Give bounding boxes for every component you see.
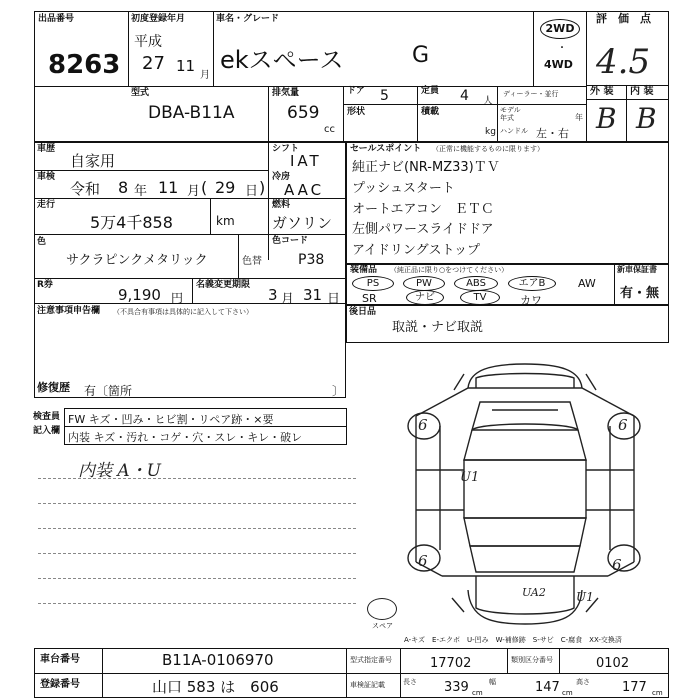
class-number: 0102 [596, 656, 630, 671]
equip-aw: AW [578, 277, 596, 290]
sales-point: 純正ナビ(NR-MZ33)ＴＶ [352, 160, 500, 175]
equip-pw: PW [403, 276, 445, 291]
yen-unit: 円 [171, 291, 184, 305]
width-unit: cm [562, 689, 573, 697]
handle-label: ハンドル [500, 127, 528, 135]
damage-mark: 6 [418, 416, 428, 434]
sales-point: アイドリングストップ [352, 243, 481, 258]
equipment-sub: （純正品に限り○をつけてください） [390, 266, 509, 274]
car-name: ekスペース [220, 46, 344, 74]
warranty-label: 新車保証書 [617, 265, 657, 274]
tax-month-unit: 月 [281, 292, 295, 307]
dimensions-label: 車検証記載 [350, 681, 385, 689]
inspection-month-unit: 月 [187, 184, 201, 199]
inspector-row-1: FW キズ・凹み・ヒビ割・リペア跡・×要 [68, 413, 274, 426]
damage-mark: U1 [576, 590, 594, 604]
repair-close: 〕 [332, 384, 345, 398]
drive-2wd: 2WD [540, 19, 580, 39]
inspection-day: 29 [215, 178, 236, 197]
damage-mark: 6 [612, 556, 622, 574]
spare-label: スペア [372, 622, 393, 630]
recycle-label: R券 [37, 280, 53, 290]
repair-label: 修復歴 [37, 381, 70, 394]
sales-point: 左側パワースライドドア [352, 222, 494, 237]
exterior-label: 外 装 [590, 86, 614, 97]
kg-unit: kg [485, 127, 496, 137]
sales-point: オートエアコン ＥＴＣ [352, 202, 494, 217]
shift-label: シフト [272, 144, 300, 154]
name-label: 車名・グレード [216, 14, 280, 24]
model-year-label: モデル年式 [500, 106, 521, 122]
damage-mark: UA2 [522, 586, 546, 599]
drive-dot: ・ [557, 43, 567, 54]
reg-label: 初度登録年月 [131, 14, 186, 24]
length-label: 長さ [403, 678, 417, 686]
equip-leather: カワ [520, 294, 542, 307]
inspection-month: 11 [158, 178, 179, 197]
displacement-label: 排気量 [272, 88, 300, 98]
chassis-number: B11A-0106970 [162, 651, 274, 669]
damage-mark: 6 [418, 552, 428, 570]
dealer-label: ディーラー・並行 [503, 90, 559, 98]
equip-abs: ABS [454, 276, 498, 291]
spare-tire-icon [367, 598, 397, 620]
shape-label: 形状 [347, 107, 366, 117]
sales-label: セールスポイント [350, 144, 422, 154]
tax-month: 3 [268, 286, 278, 304]
sales-sub: （正常に機能するものに限ります） [432, 145, 544, 153]
year-unit: 年 [575, 113, 583, 122]
notes-label: 注意事項申告欄 [37, 306, 101, 316]
capacity: 4 [460, 88, 469, 104]
notes-sub: （不具合有事項は具体的に記入して下さい） [113, 308, 253, 316]
equip-ps: PS [352, 276, 394, 291]
inspection-label: 車検 [37, 172, 56, 182]
equip-sr: SR [362, 292, 377, 305]
mileage-label: 走行 [37, 200, 56, 210]
warranty-value: 有・無 [620, 286, 660, 301]
equip-navi: ナビ [406, 290, 444, 305]
model-code: DBA-B11A [148, 103, 235, 123]
length-unit: cm [472, 689, 483, 697]
load-label: 積載 [421, 107, 440, 117]
inspection-day-unit: 日 [245, 184, 259, 199]
fuel-value: ガソリン [272, 214, 333, 232]
mileage-value: 5万4千858 [90, 213, 173, 232]
tax-label: 名義変更期限 [196, 280, 251, 290]
score-value: 4.5 [596, 42, 651, 82]
plate-label: 登録番号 [40, 679, 80, 690]
model-label: 型式 [131, 88, 150, 98]
use-label: 車歴 [37, 144, 56, 154]
recycle-value: 9,190 [118, 286, 161, 304]
ac-label: 冷房 [272, 172, 291, 182]
chassis-label: 車台番号 [40, 654, 80, 665]
sales-point: プッシュスタート [352, 181, 455, 196]
inspector-row-2: 内装 キズ・汚れ・コゲ・穴・スレ・キレ・破レ [68, 431, 303, 444]
handle-value: 左・右 [536, 127, 569, 140]
door-label: ドア [347, 86, 365, 96]
drive-4wd: 4WD [544, 58, 573, 71]
use-value: 自家用 [70, 152, 116, 170]
tax-day: 31 [303, 286, 323, 304]
color-change-label: 色替 [242, 256, 262, 267]
score-label: 評 価 点 [596, 12, 651, 25]
damage-legend: A-キズ E-エクボ U-凹み W-補修跡 S-サビ C-腐食 XX-交換済 [404, 636, 622, 644]
reg-month-unit: 月 [200, 70, 210, 81]
exterior-grade: B [596, 102, 617, 135]
plate-number: 山口 583 は 606 [152, 678, 279, 696]
km-unit: km [216, 214, 235, 228]
inspection-day-paren-close: ) [259, 178, 266, 197]
lot-number: 8263 [48, 50, 121, 80]
inspection-day-paren-open: ( [201, 178, 208, 197]
reg-year: 27 [142, 53, 165, 74]
equip-tv: TV [460, 290, 500, 305]
inspection-year-unit: 年 [134, 184, 148, 199]
inspection-era: 令和 [70, 180, 101, 198]
equipment-label: 装備品 [350, 265, 378, 275]
damage-mark: 6 [618, 416, 628, 434]
equip-airbag: エアB [508, 276, 556, 291]
displacement: 659 [287, 103, 320, 123]
damage-mark: U1 [460, 470, 480, 485]
width-value: 147 [535, 680, 560, 695]
inspector-handwritten: 内装 A・U [78, 461, 162, 481]
width-label: 幅 [489, 678, 496, 686]
reg-month: 11 [176, 57, 196, 75]
interior-label: 内 装 [630, 86, 654, 97]
shift-value: IAT [290, 152, 322, 170]
interior-grade: B [636, 102, 657, 135]
inspection-year: 8 [118, 178, 129, 197]
color-code-label: 色コード [272, 236, 309, 246]
type-number: 17702 [430, 656, 472, 671]
capacity-label: 定員 [421, 86, 440, 96]
height-label: 高さ [576, 678, 590, 686]
car-grade: G [412, 43, 430, 68]
color-label: 色 [37, 237, 47, 247]
repair-value: 有〔箇所 [84, 384, 133, 398]
ac-value: AAC [284, 181, 325, 199]
doors: 5 [380, 88, 389, 104]
inspector-label-1: 検査員 [33, 412, 61, 422]
color-value: サクラピンクメタリック [66, 253, 208, 268]
person-unit: 人 [483, 96, 493, 107]
tax-day-unit: 日 [327, 292, 341, 307]
length-value: 339 [444, 680, 469, 695]
reg-era: 平成 [134, 34, 162, 50]
post-items-label: 後日品 [349, 307, 377, 317]
post-items-value: 取説・ナビ取説 [392, 320, 484, 335]
type-no-label: 型式指定番号 [350, 656, 392, 664]
lot-label: 出品番号 [38, 14, 75, 24]
height-value: 177 [622, 680, 647, 695]
fuel-label: 燃料 [272, 200, 291, 210]
class-no-label: 類別区分番号 [511, 656, 553, 664]
color-code: P38 [298, 252, 325, 268]
height-unit: cm [652, 689, 663, 697]
cc-unit: cc [324, 124, 335, 135]
inspector-label-2: 記入欄 [33, 426, 61, 436]
